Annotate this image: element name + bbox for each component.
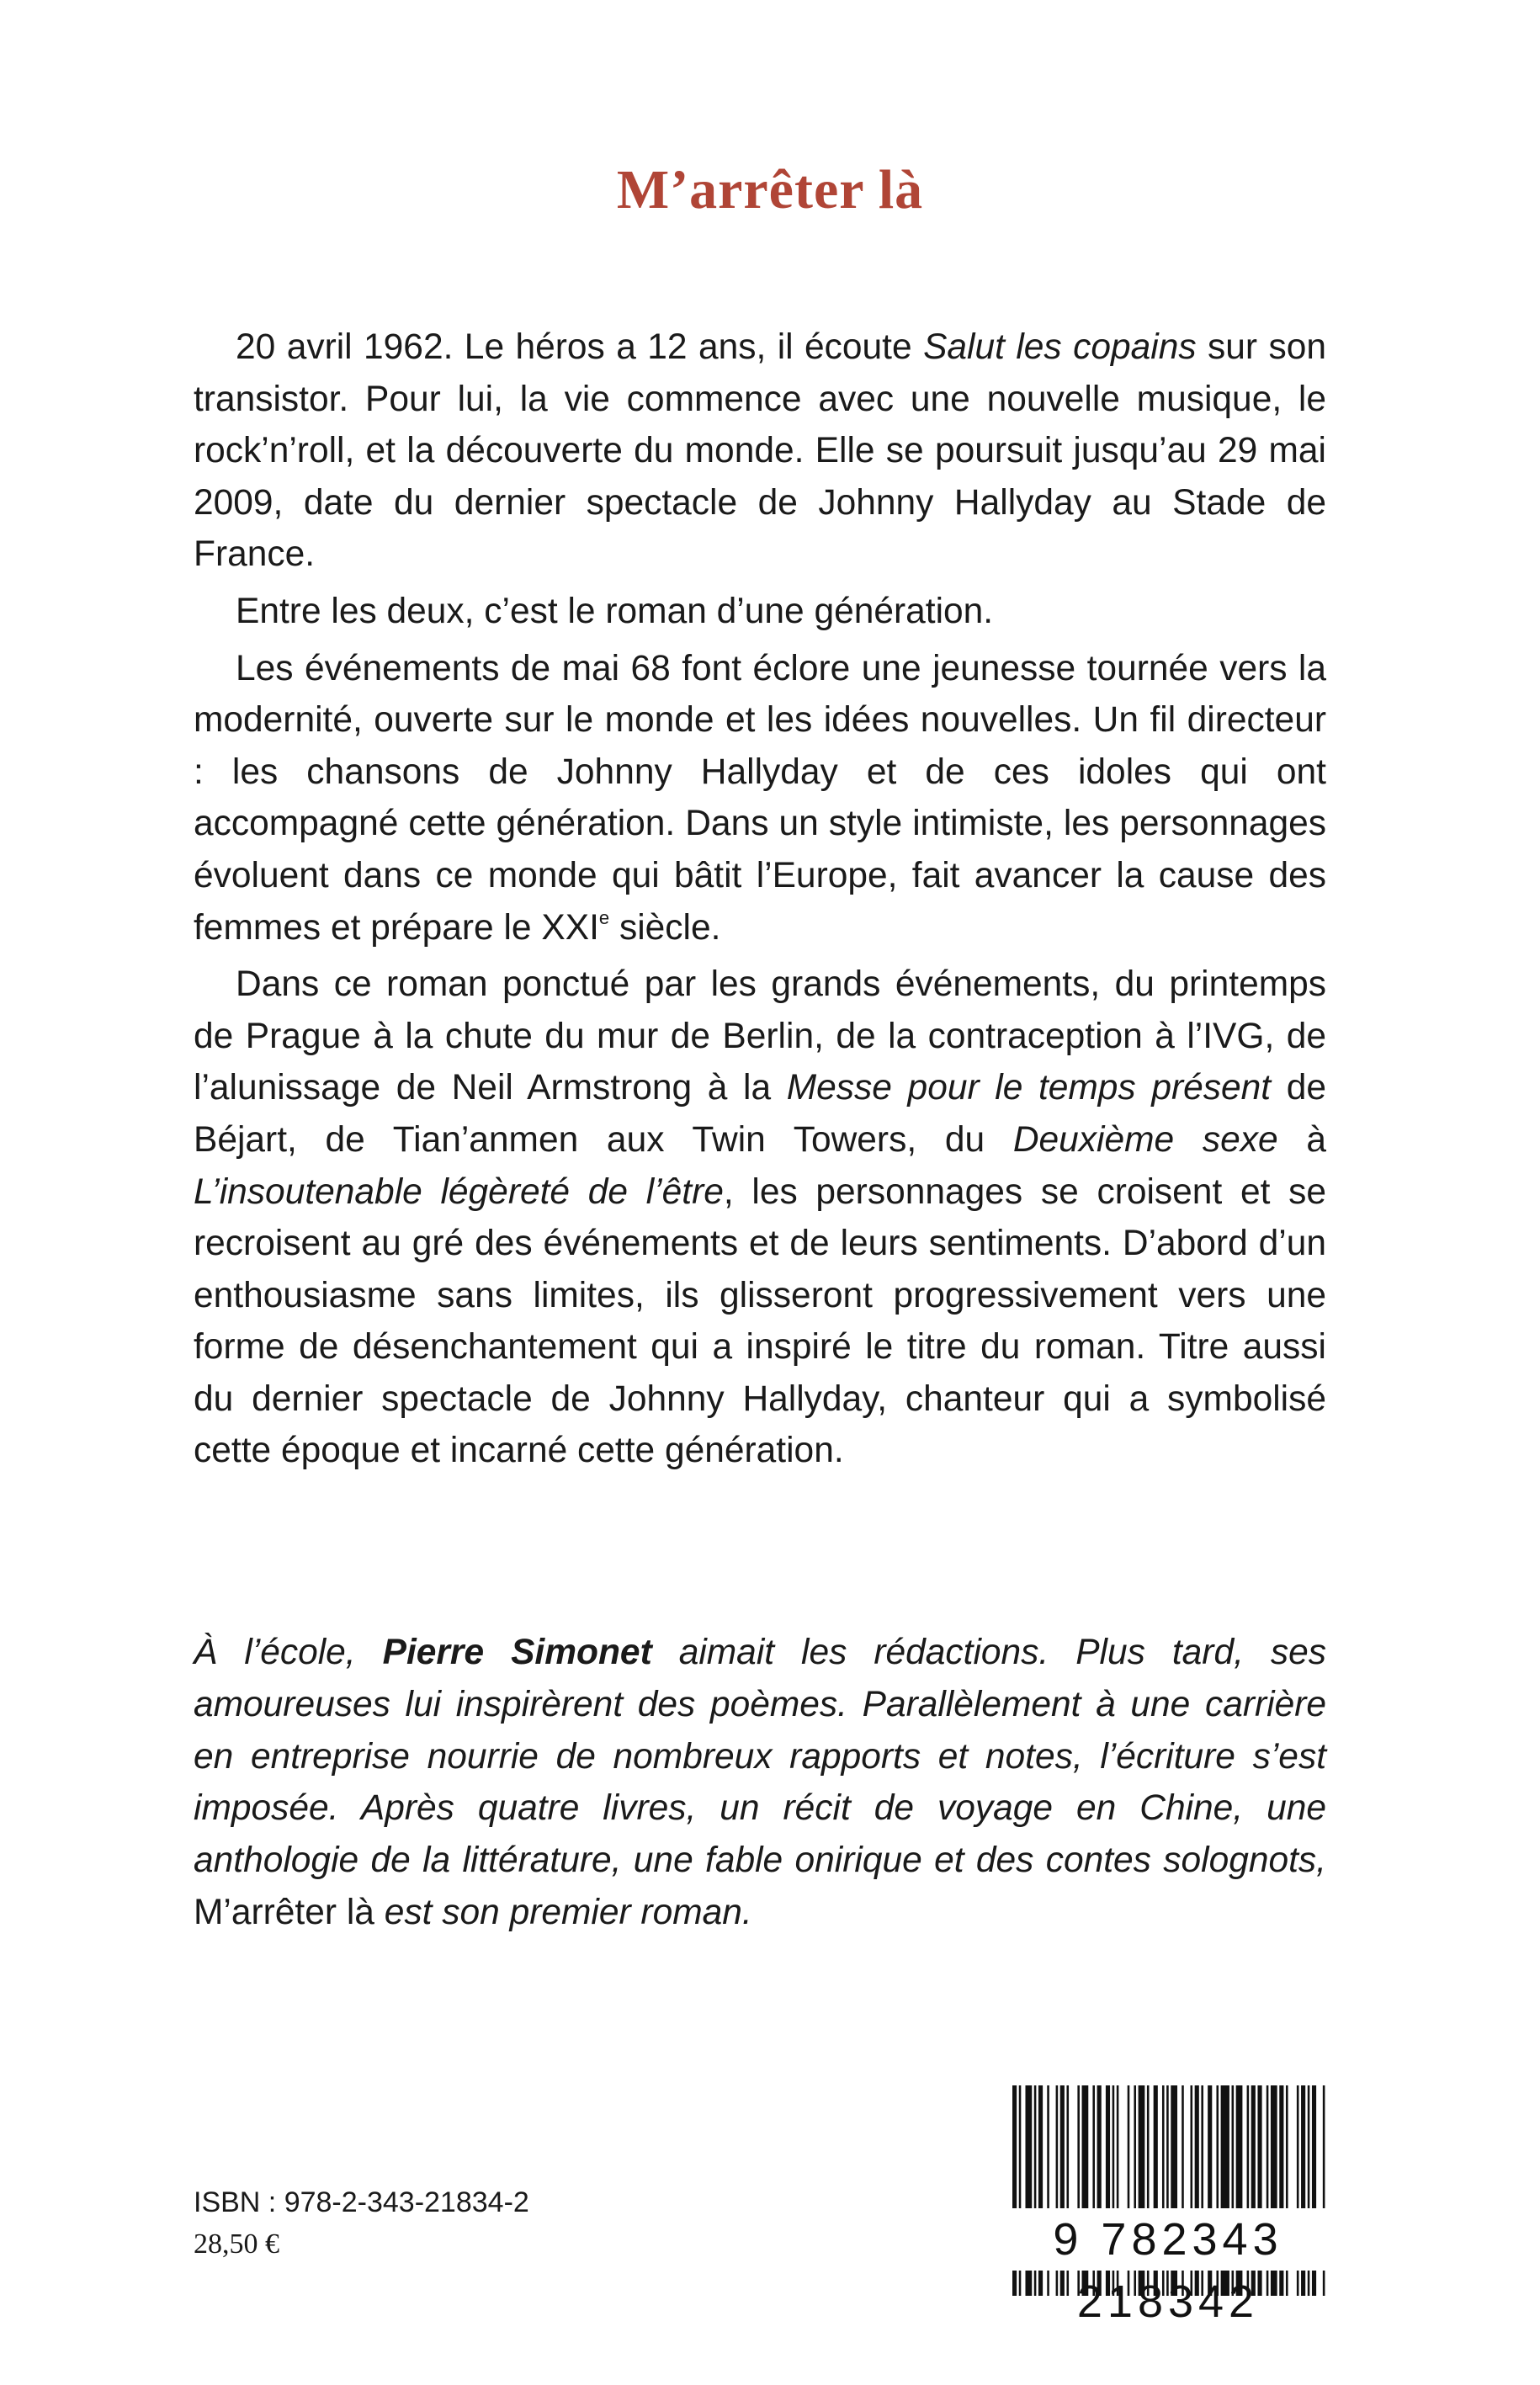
blurb-paragraph-3: [194, 643, 1326, 954]
blurb-text: 20 avril 1962. Le héros a 12 ans, il écoute: [236, 327, 924, 367]
bio-text: À l’école,: [194, 1633, 383, 1672]
price: 28,50 €: [194, 2228, 279, 2260]
book-title: M’arrêter là: [616, 159, 924, 220]
blurb-italic-title: L’insoutenable légèreté de l’être: [194, 1171, 724, 1212]
blurb-text: sur son transistor. Pour lui, la vie commence avec une nouvelle musique, le rock’n’roll, et la découverte du monde. Elle se poursuit jusqu’au 29 mai 2009, date du dernier spectacle de Johnny Hallyday au Stade de France.: [194, 327, 1326, 575]
blurb-text: Dans ce roman ponctué par les grands événements, du printemps de Prague à la chute du mur de Berlin, de la contraception à l’IVG, de l’alunissage de Neil Armstrong à la: [194, 964, 1326, 1108]
blurb-text: Les événements de mai 68 font éclore une jeunesse tournée vers la modernité, ouverte sur le monde et les idées nouvelles. Un fil directeur : les chansons de Johnny Hallyday et de ces idoles qui ont accompagné cette génération. Dans un style intimiste, les personnages évoluent dans ce monde qui bâtit l’Europe, fait avancer la cause des femmes et prépare le XXI: [194, 648, 1326, 948]
blurb-text: de Béjart, de Tian’anmen aux Twin Towers, du: [194, 1068, 1326, 1160]
blurb-text: Entre les deux, c’est le roman d’une génération.: [236, 591, 994, 631]
bio-text: est son premier roman.: [374, 1892, 752, 1932]
blurb-paragraph-4: [194, 959, 1326, 1477]
blurb-text: , les personnages se croisent et se recroisent au gré des événements et de leurs sentiments. D’abord d’un enthousiasme sans limites, ils glisseront progressivement vers une forme de désenchantement qui a inspiré le titre du roman. Titre aussi du dernier spectacle de Johnny Hallyday, chanteur qui a symbolisé cette époque et incarné cette génération.: [194, 1171, 1326, 1471]
bio-book-title: M’arrêter là: [194, 1892, 374, 1932]
isbn-number: ISBN : 978-2-343-21834-2: [194, 2186, 529, 2218]
bio-text: aimait les rédactions. Plus tard, ses amoureuses lui inspirèrent des poèmes. Parallèlement à une carrière en entreprise nourrie de nombreux rapports et notes, l’écriture s’est imposée. Après quatre livres, un récit de voyage en Chine, une anthologie de la littérature, une fable onirique et des contes solognots,: [194, 1633, 1326, 1881]
author-name: Pierre Simonet: [382, 1633, 652, 1672]
blurb-text: siècle.: [609, 907, 721, 948]
blurb-paragraph-1: [194, 321, 1326, 581]
book-blurb: [194, 321, 1326, 1482]
blurb-italic-title: Deuxième sexe: [1012, 1119, 1278, 1160]
blurb-text: à: [1277, 1119, 1326, 1160]
author-bio: [194, 1627, 1326, 1939]
blurb-superscript: e: [598, 906, 610, 928]
blurb-italic-title: Messe pour le temps présent: [786, 1068, 1272, 1108]
barcode-digits: 9 782343 218342: [996, 2208, 1341, 2271]
blurb-paragraph-2: [194, 586, 1326, 638]
blurb-italic-title: Salut les copains: [923, 327, 1197, 367]
bio-paragraph: [194, 1627, 1326, 1939]
